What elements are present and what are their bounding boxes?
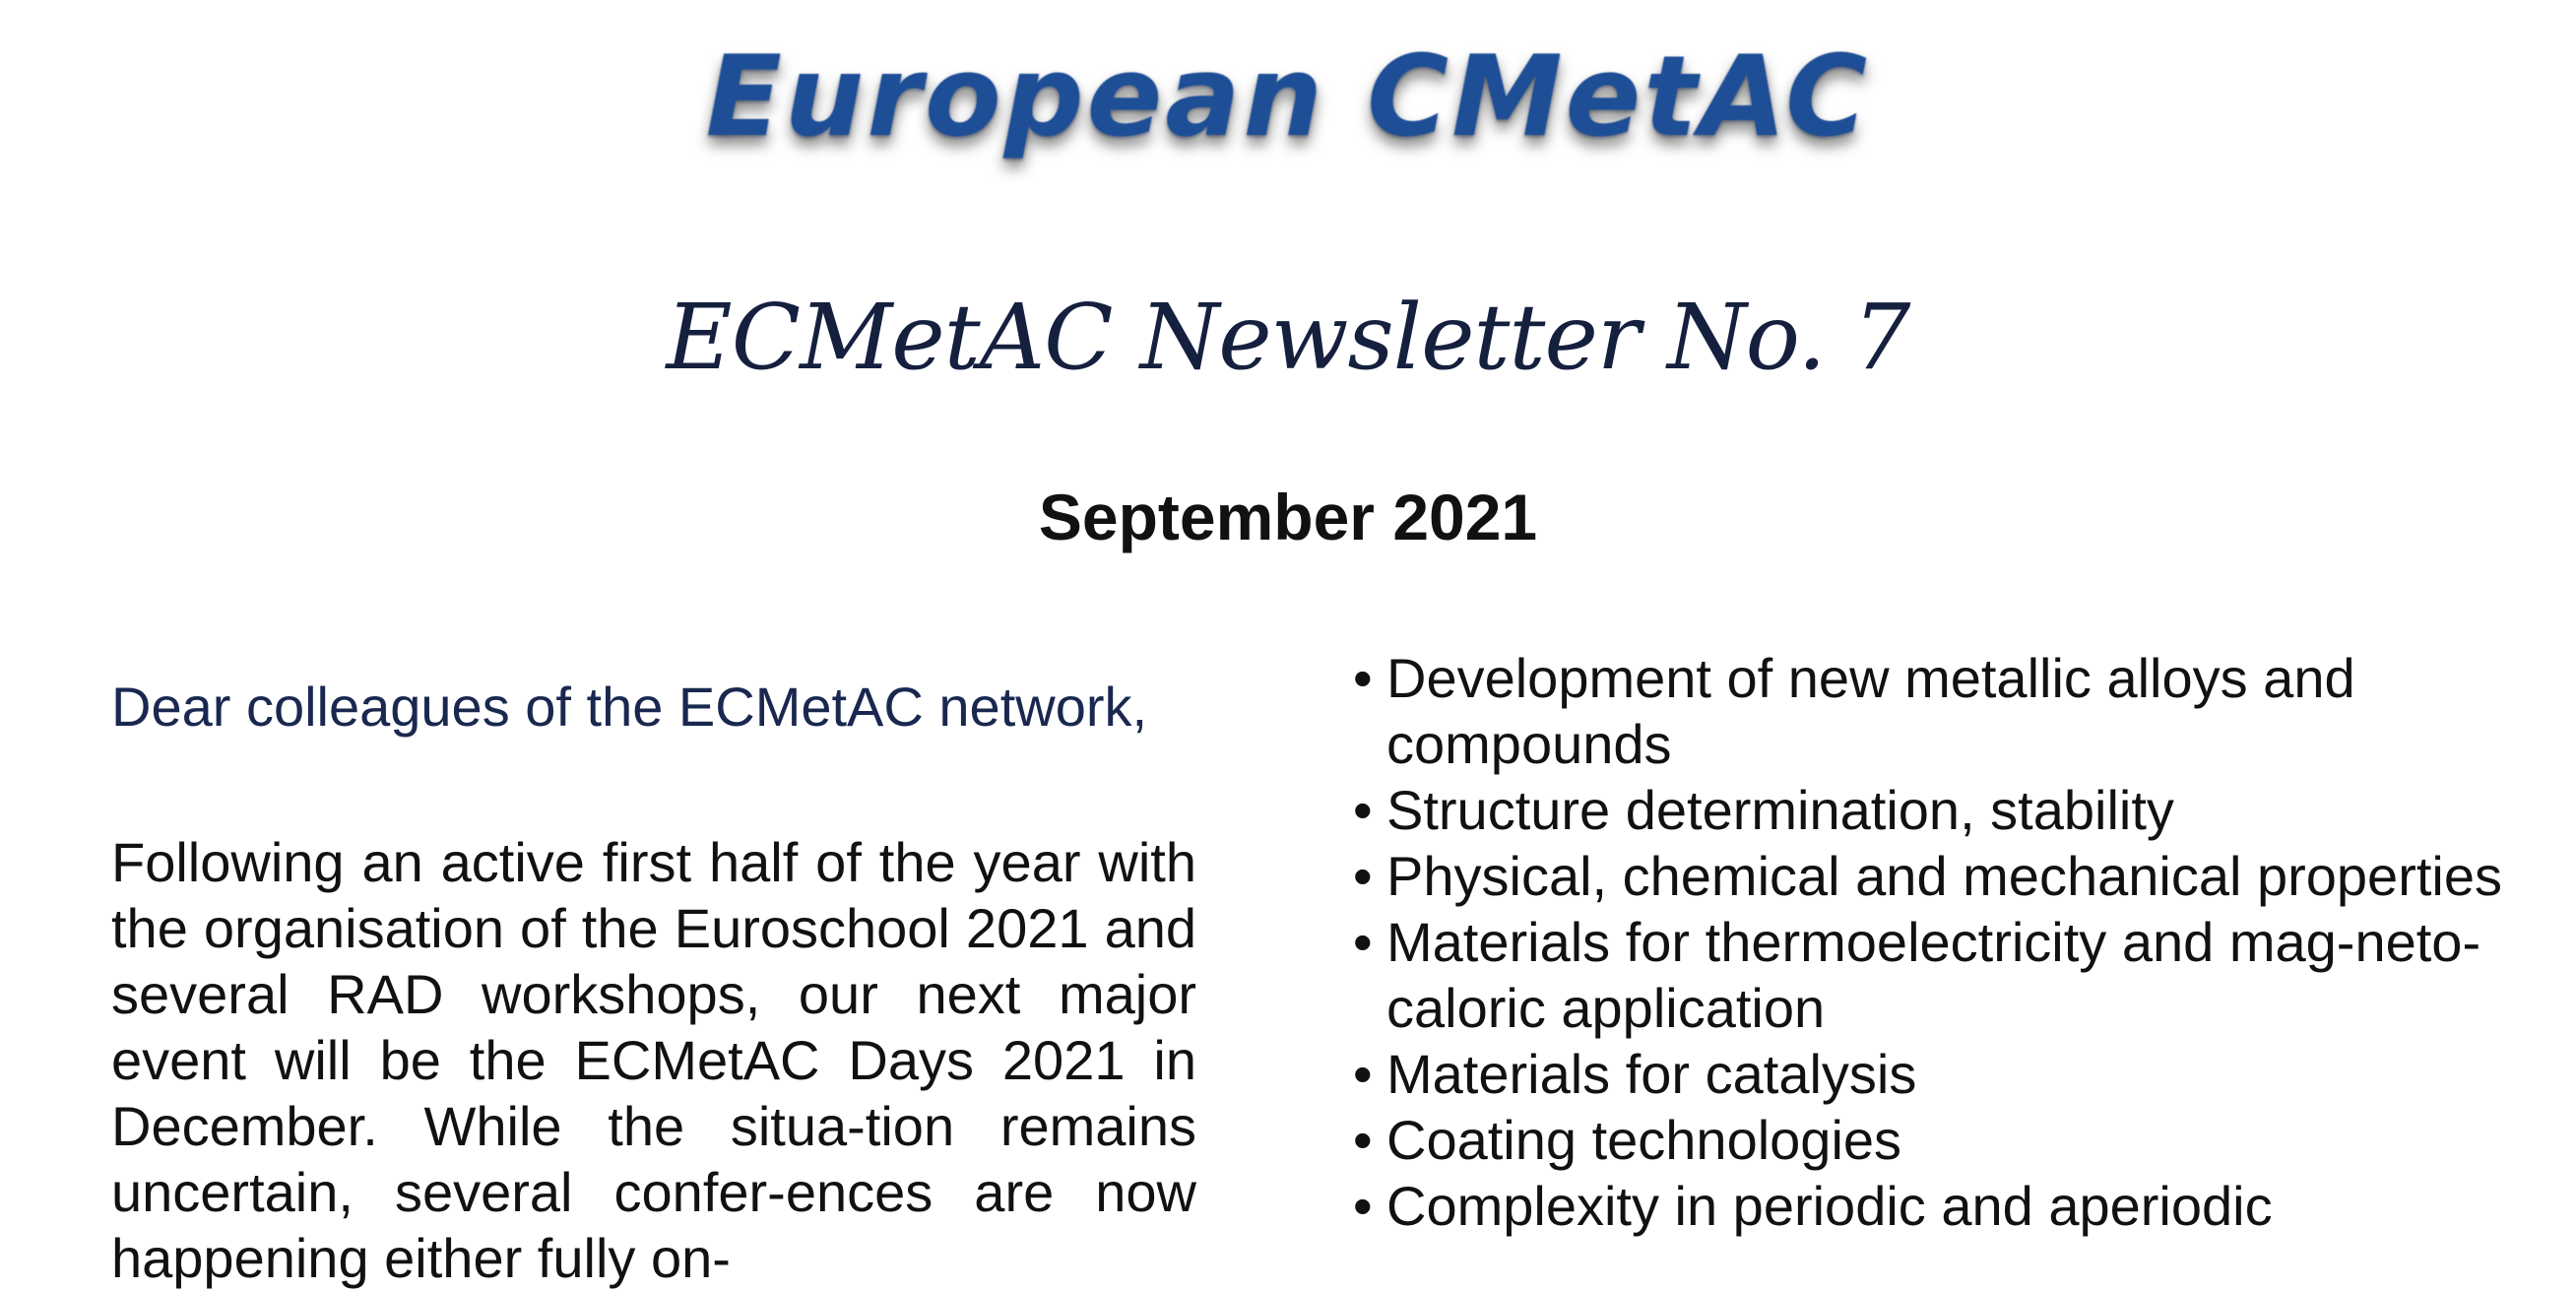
topic-item	[1347, 645, 2509, 777]
newsletter-date: September 2021	[1038, 481, 1538, 553]
bullet-icon: •	[1353, 1175, 1373, 1237]
topic-text: Structure determination, stability	[1386, 779, 2174, 841]
topic-item	[1347, 1041, 2509, 1107]
bullet-icon: •	[1353, 647, 1373, 709]
topic-item	[1347, 843, 2509, 909]
topic-item	[1347, 1107, 2509, 1173]
right-column	[1347, 645, 2509, 1239]
bullet-icon: •	[1353, 1109, 1373, 1171]
topic-text: Materials for catalysis	[1386, 1043, 1917, 1105]
topic-text: Coating technologies	[1386, 1109, 1902, 1171]
bullet-icon: •	[1353, 779, 1373, 841]
topic-list	[1347, 645, 2509, 1239]
left-column	[111, 668, 1196, 1291]
topic-text: Development of new metallic alloys and compounds	[1386, 647, 2355, 775]
bullet-icon: •	[1353, 911, 1373, 973]
newsletter-title: ECMetAC Newsletter No. 7	[666, 285, 1910, 390]
topic-text: Physical, chemical and mechanical properties	[1386, 845, 2502, 907]
topic-item	[1347, 777, 2509, 843]
topic-text: Complexity in periodic and aperiodic	[1386, 1175, 2273, 1237]
newsletter-logo: European CMetAC	[705, 32, 1871, 161]
topic-item	[1347, 909, 2509, 1041]
salutation: Dear colleagues of the ECMetAC network,	[111, 676, 1148, 738]
topic-text: Materials for thermoelectricity and mag-neto-caloric application	[1386, 911, 2481, 1039]
bullet-icon: •	[1353, 1043, 1373, 1105]
bullet-icon: •	[1353, 845, 1373, 907]
topic-item	[1347, 1173, 2509, 1239]
intro-paragraph: Following an active first half of the year with the organisation of the Euroschool 2021 and several RAD workshops, our next major event will be the ECMetAC Days 2021 in December. While the situa-tion remains uncertain, several confer-ences are now happening either fully on-	[111, 831, 1196, 1289]
